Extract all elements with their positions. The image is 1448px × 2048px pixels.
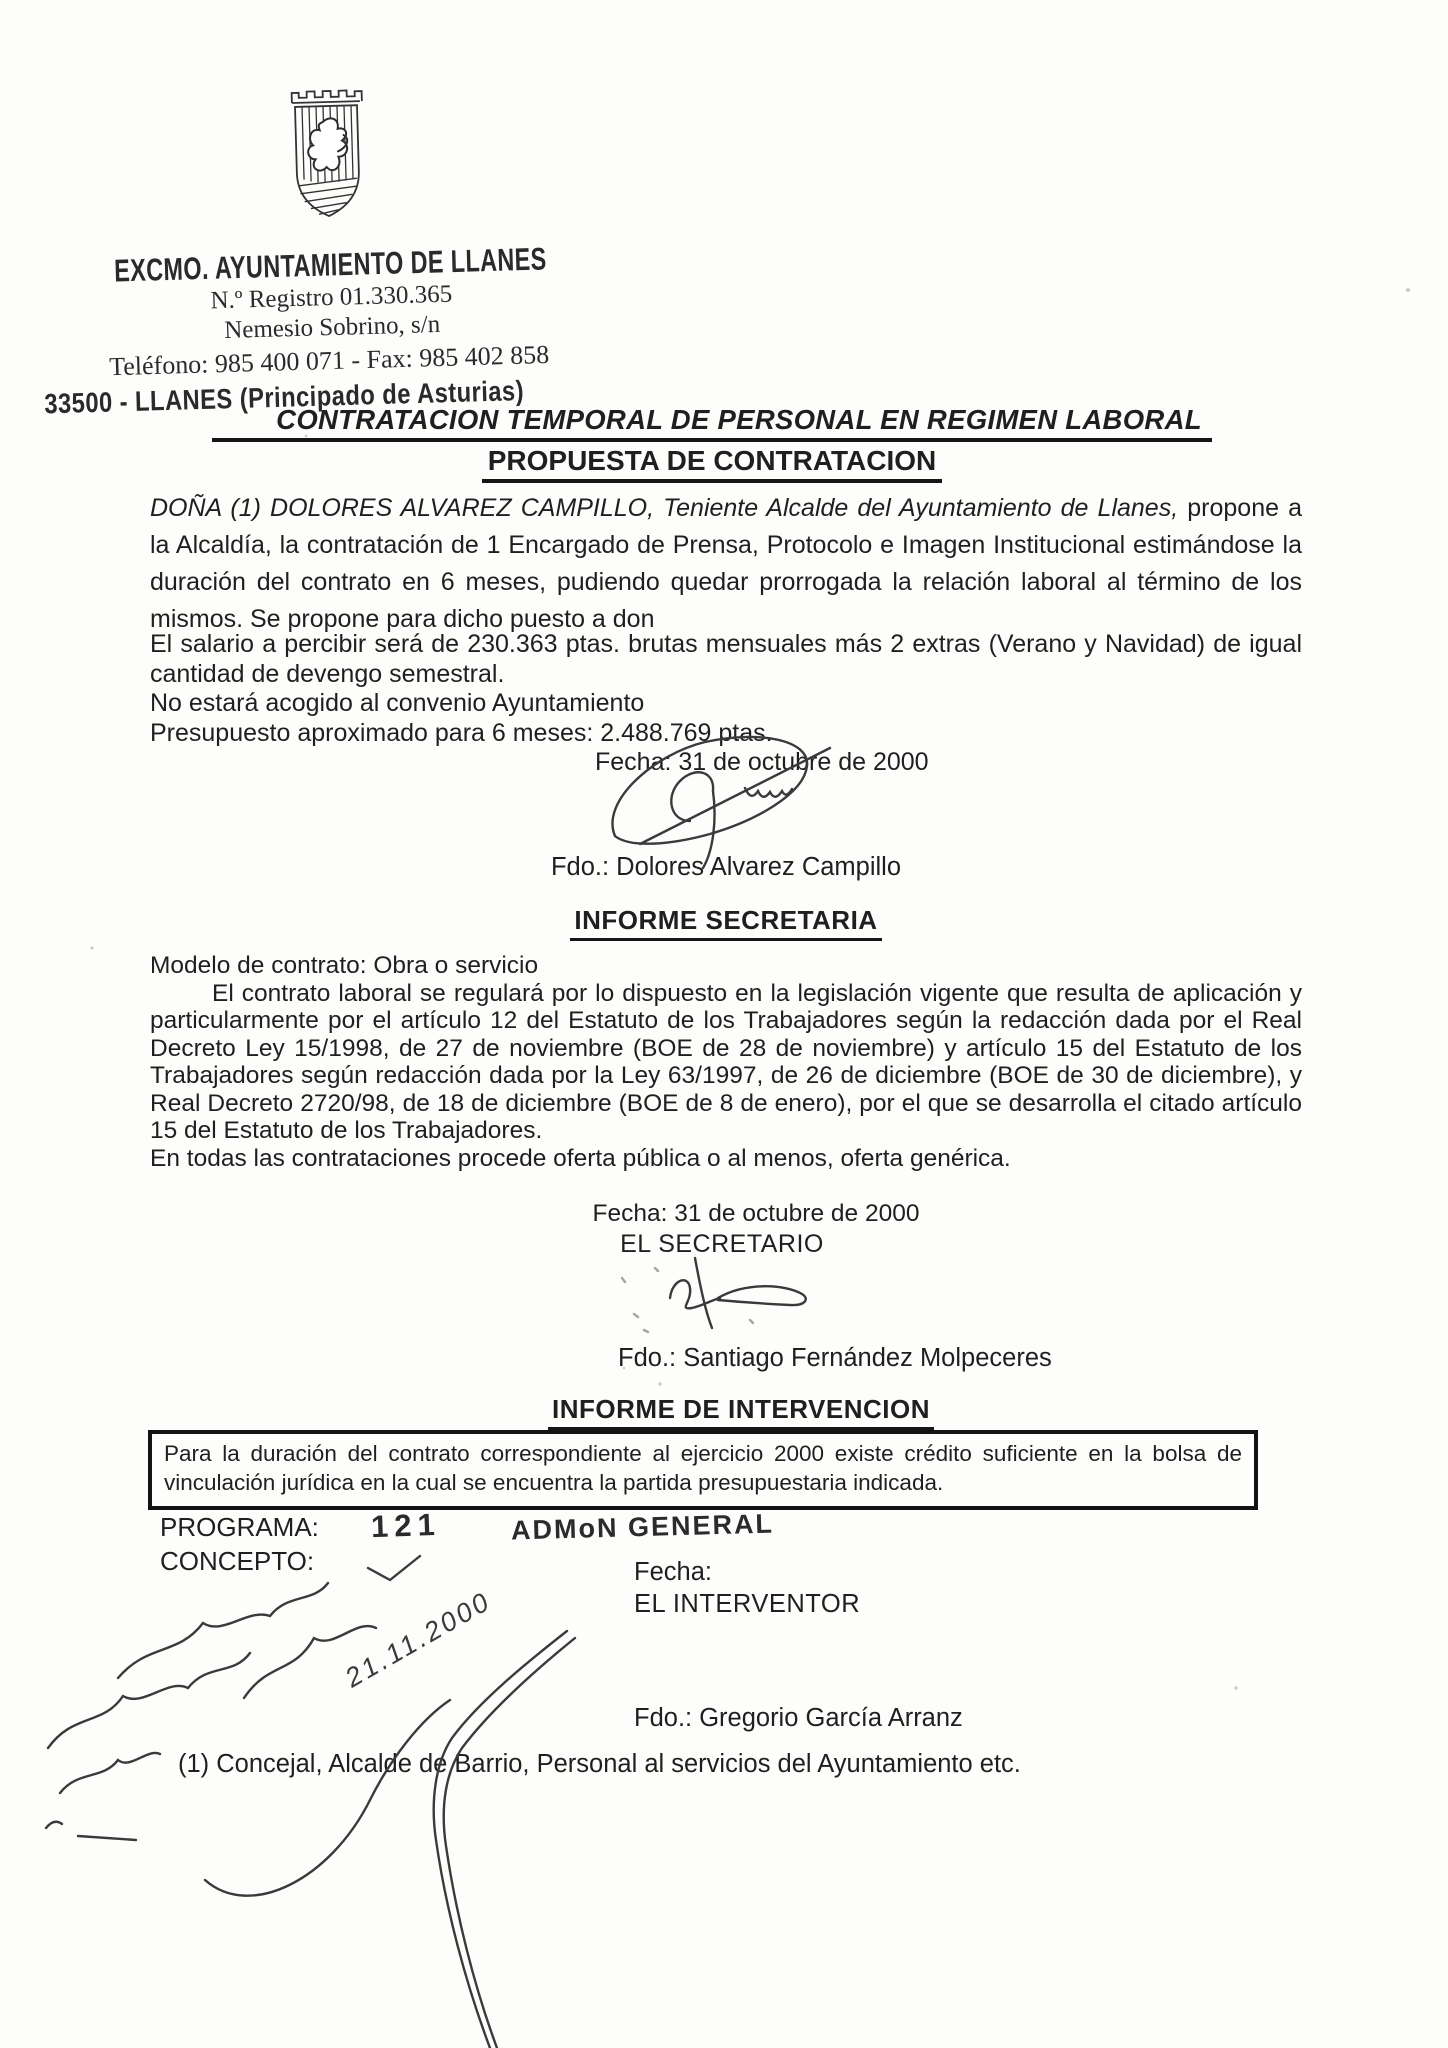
sub-title: PROPUESTA DE CONTRATACION xyxy=(482,445,943,483)
proposer-name: DOÑA (1) DOLORES ALVAREZ CAMPILLO, Teniente Alcalde del Ayuntamiento de Llanes, xyxy=(150,494,1179,522)
budget-line: Presupuesto aproximado para 6 meses: 2.488.769 ptas. xyxy=(150,718,773,747)
programa-name-handwritten: ADMoN GENERAL xyxy=(510,1508,774,1546)
phone-fax-line: Teléfono: 985 400 071 - Fax: 985 402 858 xyxy=(108,339,550,382)
signer-name-interventor: Fdo.: Gregorio García Arranz xyxy=(634,1704,963,1732)
secretary-report-heading: INFORME SECRETARIA xyxy=(570,905,881,941)
postal-city-line: 33500 - LLANES (Principado de Asturias) xyxy=(43,375,525,420)
credit-statement-box: Para la duración del contrato correspondiente al ejercicio 2000 existe crédito suficiente en la bolsa de vinculación jurídica en la cual se encuentra la partida presupuestaria indicada. xyxy=(148,1430,1258,1510)
offer-line: En todas las contrataciones procede oferta pública o al menos, oferta genérica. xyxy=(150,1144,1011,1172)
programa-label: PROGRAMA: xyxy=(160,1512,319,1542)
contract-model-line: Modelo de contrato: Obra o servicio xyxy=(150,952,539,979)
handwritten-margin-note xyxy=(18,1548,558,2048)
letterhead xyxy=(26,78,635,421)
interventor-role-line: EL INTERVENTOR xyxy=(634,1590,861,1618)
signer-name-secretary: Fdo.: Santiago Fernández Molpeceres xyxy=(618,1344,1052,1372)
handwritten-date: 21.11.2000 xyxy=(340,1585,497,1694)
intervention-report-heading: INFORME DE INTERVENCION xyxy=(548,1394,934,1430)
coat-of-arms-icon xyxy=(26,78,630,250)
street-address: Nemesio Sobrino, s/n xyxy=(223,310,441,344)
document-titles xyxy=(137,404,1287,483)
salary-line: El salario a percibir será de 230.363 ptas. brutas mensuales más 2 extras (Verano y Navidad) de igual cantidad de devengo semestral. xyxy=(150,630,1302,688)
signer-name-proposal: Fdo.: Dolores Alvarez Campillo xyxy=(550,853,902,881)
salary-block xyxy=(150,630,1302,778)
programa-row xyxy=(160,1508,774,1544)
programa-code-handwritten: 121 xyxy=(370,1506,442,1545)
organization-name: EXCMO. AYUNTAMIENTO DE LLANES xyxy=(113,242,548,289)
legal-paragraph: El contrato laboral se regulará por lo dispuesto en la legislación vigente que resulta de aplicación y particularmente por el artículo 12 del Estatuto de los Trabajadores según la redacción dada por el Real Decreto Ley 15/1998, de 27 de noviembre (BOE de 28 de noviembre) y artículo 15 del Estatuto de los Trabajadores según redacción dada por la Ley 63/1997, de 26 de diciembre (BOE de 30 de diciembre), y Real Decreto 2720/98, de 18 de diciembre (BOE de 8 de enero), por el que se desarrolla el citado artículo 15 del Estatuto de los Trabajadores. xyxy=(150,979,1302,1144)
registry-number: N.º Registro 01.330.365 xyxy=(210,280,453,315)
secretary-date-line: Fecha: 31 de octubre de 2000 xyxy=(592,1200,920,1227)
proposal-paragraph xyxy=(150,490,1302,638)
main-title: CONTRATACION TEMPORAL DE PERSONAL EN REGIMEN LABORAL xyxy=(212,404,1212,442)
secretary-role-line: EL SECRETARIO xyxy=(620,1230,824,1258)
proposal-text: propone a la Alcaldía, la contratación de 1 Encargado de Prensa, Protocolo e Imagen Institucional estimándose la duración del contrato en 6 meses, pudiendo quedar prorrogada la relación laboral al término de los mismos. Se propone para dicho puesto a don xyxy=(150,494,1302,633)
secretary-report-body xyxy=(150,952,1302,1172)
footnote: (1) Concejal, Alcalde de Barrio, Personal al servicios del Ayuntamiento etc. xyxy=(178,1750,1021,1778)
convenio-line: No estará acogido al convenio Ayuntamiento xyxy=(150,689,645,717)
proposal-date-line: Fecha: 31 de octubre de 2000 xyxy=(595,748,929,776)
concepto-label: CONCEPTO: xyxy=(160,1546,315,1576)
intervention-date-label: Fecha: xyxy=(634,1558,712,1586)
signature-santiago-fernandez xyxy=(600,1250,820,1342)
